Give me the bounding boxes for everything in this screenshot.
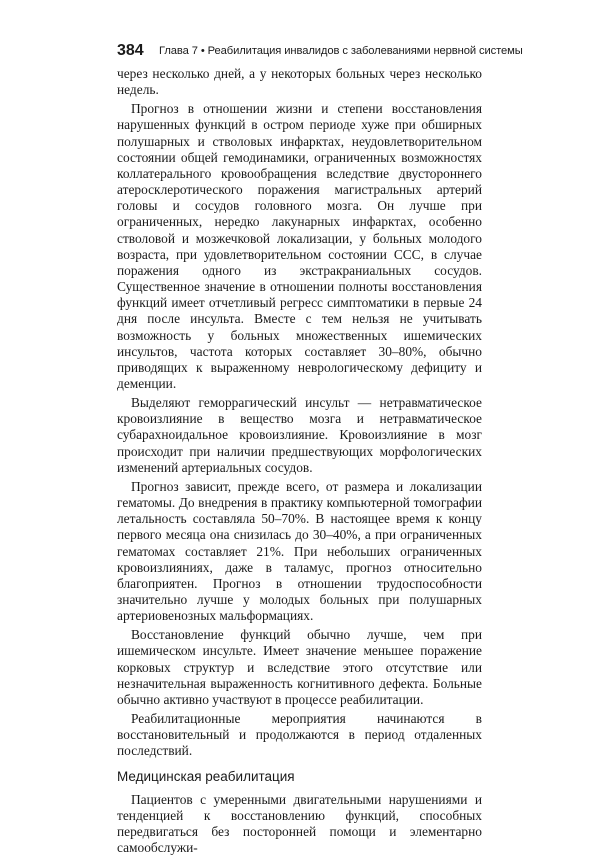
- paragraph: через несколько дней, а у некоторых больных через несколько недель.: [117, 66, 482, 98]
- page-number: 384: [117, 42, 144, 59]
- section-heading: Медицинская реабилитация: [117, 768, 295, 784]
- paragraph: Пациентов с умеренными двигательными нарушениями и тенденцией к восстановлению функций, способных передвигаться без посторонней помощи и элементарно самообслужи-: [117, 791, 482, 856]
- paragraph: Выделяют геморрагический инсульт — нетравматическое кровоизлияние в вещество мозга и нетравматическое субарахноидальное кровоизлияние. Кровоизлияние в мозг происходит при наличии предшествующих морфологических изменений артериальных сосудов.: [117, 395, 482, 475]
- paragraph: Прогноз в отношении жизни и степени восстановления нарушенных функций в остром периоде хуже при обширных полушарных и стволовых инфарктах, неудовлетворительном состоянии общей гемодинамики, ограниченных возможностях коллатерального кровообращения вследствие двустороннего атеросклеротического поражения магистральных артерий головы и сосудов головного мозга. Он лучше при ограниченных, нередко лакунарных инфарктах, особенно стволовой и мозжечковой локализации, у больных молодого возраста, при удовлетворительном состоянии ССС, в случае поражения одного из экстракраниальных сосудов. Существенное значение в отношении полноты восстановления функций имеет отчетливый регресс симптоматики в первые 24 дня после инсульта. Вместе с тем нельзя не учитывать возможность у больных множественных ишемических инсультов, частота которых составляет 30–80%, обычно приводящих к выраженному неврологическому дефициту и деменции.: [117, 101, 482, 391]
- running-head: Глава 7 • Реабилитация инвалидов с заболеваниями нервной системы: [159, 45, 523, 57]
- paragraph: Восстановление функций обычно лучше, чем при ишемическом инсульте. Имеет значение меньшее поражение корковых структур и вследствие этого отсутствие или незначительная выраженность когнитивного дефекта. Больные обычно активно участвуют в процессе реабилитации.: [117, 627, 482, 707]
- paragraph: Прогноз зависит, прежде всего, от размера и локализации гематомы. До внедрения в практику компьютерной томографии летальность составляла 50–70%. В настоящее время к концу первого месяца она снизилась до 30–40%, а при ограниченных гематомах составляет 21%. При небольших ограниченных кровоизлияниях, даже в таламус, прогноз относительно благоприятен. Прогноз в отношении трудоспособности значительно лучше у молодых больных при полушарных артериовенозных мальформациях.: [117, 478, 482, 624]
- paragraph: Реабилитационные мероприятия начинаются в восстановительный и продолжаются в период отдаленных последствий.: [117, 711, 482, 759]
- body-text: [117, 66, 482, 859]
- page-header: [117, 42, 523, 60]
